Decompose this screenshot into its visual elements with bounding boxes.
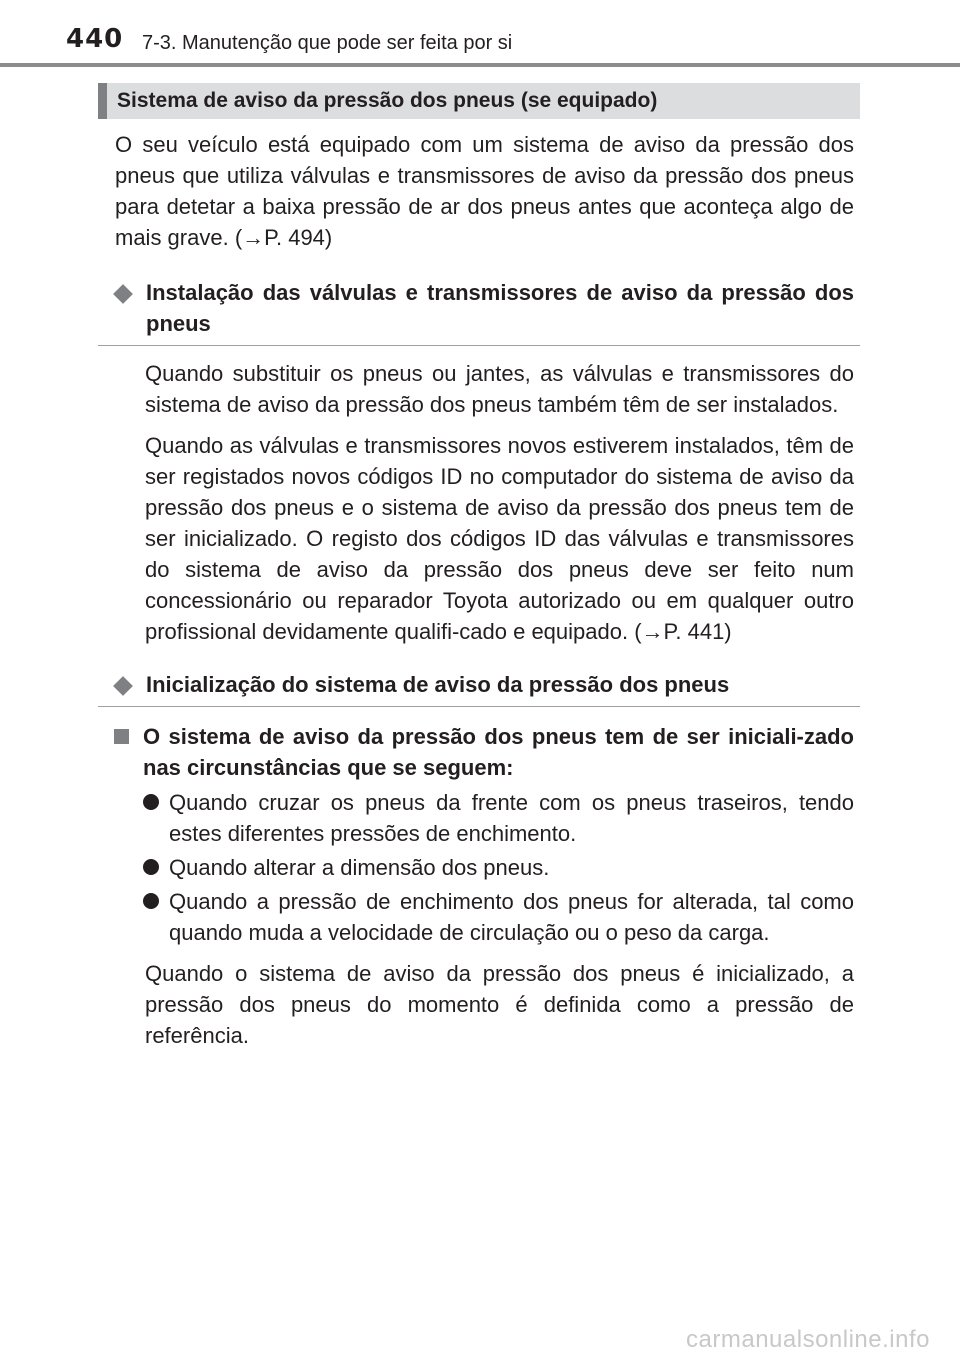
conditions-list [114,787,854,948]
section-title: Sistema de aviso da pressão dos pneus (se equipado) [98,83,860,119]
list-item-text: Quando alterar a dimensão dos pneus. [169,855,550,880]
closing-paragraph: Quando o sistema de aviso da pressão dos pneus é inicializado, a pressão dos pneus do momento é definida como a pressão de referência. [145,961,854,1048]
diamond-icon [113,676,133,696]
square-icon [114,729,129,744]
subheading-initialization [98,669,860,707]
watermark: carmanualsonline.info [686,1326,930,1353]
subheading-installation-text: Instalação das válvulas e transmissores de aviso da pressão dos pneus [146,280,854,336]
conditions-title-text: O sistema de aviso da pressão dos pneus tem de ser iniciali-zado nas circunstâncias que se seguem: [143,724,854,780]
list-item [143,886,854,948]
list-item [143,852,854,883]
subheading-installation [98,277,860,346]
header-divider [0,63,960,67]
bullet-dot-icon [143,794,159,810]
page-number: 440 [66,24,124,54]
installation-body [98,358,860,647]
list-item-text: Quando cruzar os pneus da frente com os pneus traseiros, tendo estes diferentes pressões de enchimento. [169,790,854,846]
diamond-icon [113,284,133,304]
bullet-dot-icon [143,893,159,909]
conditions-block [98,721,860,1051]
page-header [66,22,960,62]
subheading-initialization-text: Inicialização do sistema de aviso da pressão dos pneus [146,672,730,697]
bullet-dot-icon [143,859,159,875]
list-item [143,787,854,849]
installation-paragraph-2: Quando as válvulas e transmissores novos estiverem instalados, têm de ser registados novos códigos ID no computador do sistema de aviso da pressão dos pneus e o sistema de aviso da pressão dos pneus tem de ser inicializado. O registo dos códigos ID das válvulas e transmissores do sistema de aviso da pressão dos pneus deve ser feito num concessionário ou reparador Toyota autorizado ou em qualquer outro profissional devidamente qualifi-cado e equipado. (→P. 441) [145,433,854,644]
installation-paragraph-1: Quando substituir os pneus ou jantes, as válvulas e transmissores do sistema de aviso da pressão dos pneus também têm de ser instalados. [145,361,854,417]
conditions-title [114,721,854,783]
intro-paragraph: O seu veículo está equipado com um sistema de aviso da pressão dos pneus que utiliza válvulas e transmissores de aviso da pressão dos pneus para detetar a baixa pressão de ar dos pneus antes que aconteça algo de mais grave. (→P. 494) [115,132,854,250]
page-content [98,83,860,1051]
chapter-title: 7-3. Manutenção que pode ser feita por si [142,32,513,54]
list-item-text: Quando a pressão de enchimento dos pneus for alterada, tal como quando muda a velocidade de circulação ou o peso da carga. [169,889,854,945]
